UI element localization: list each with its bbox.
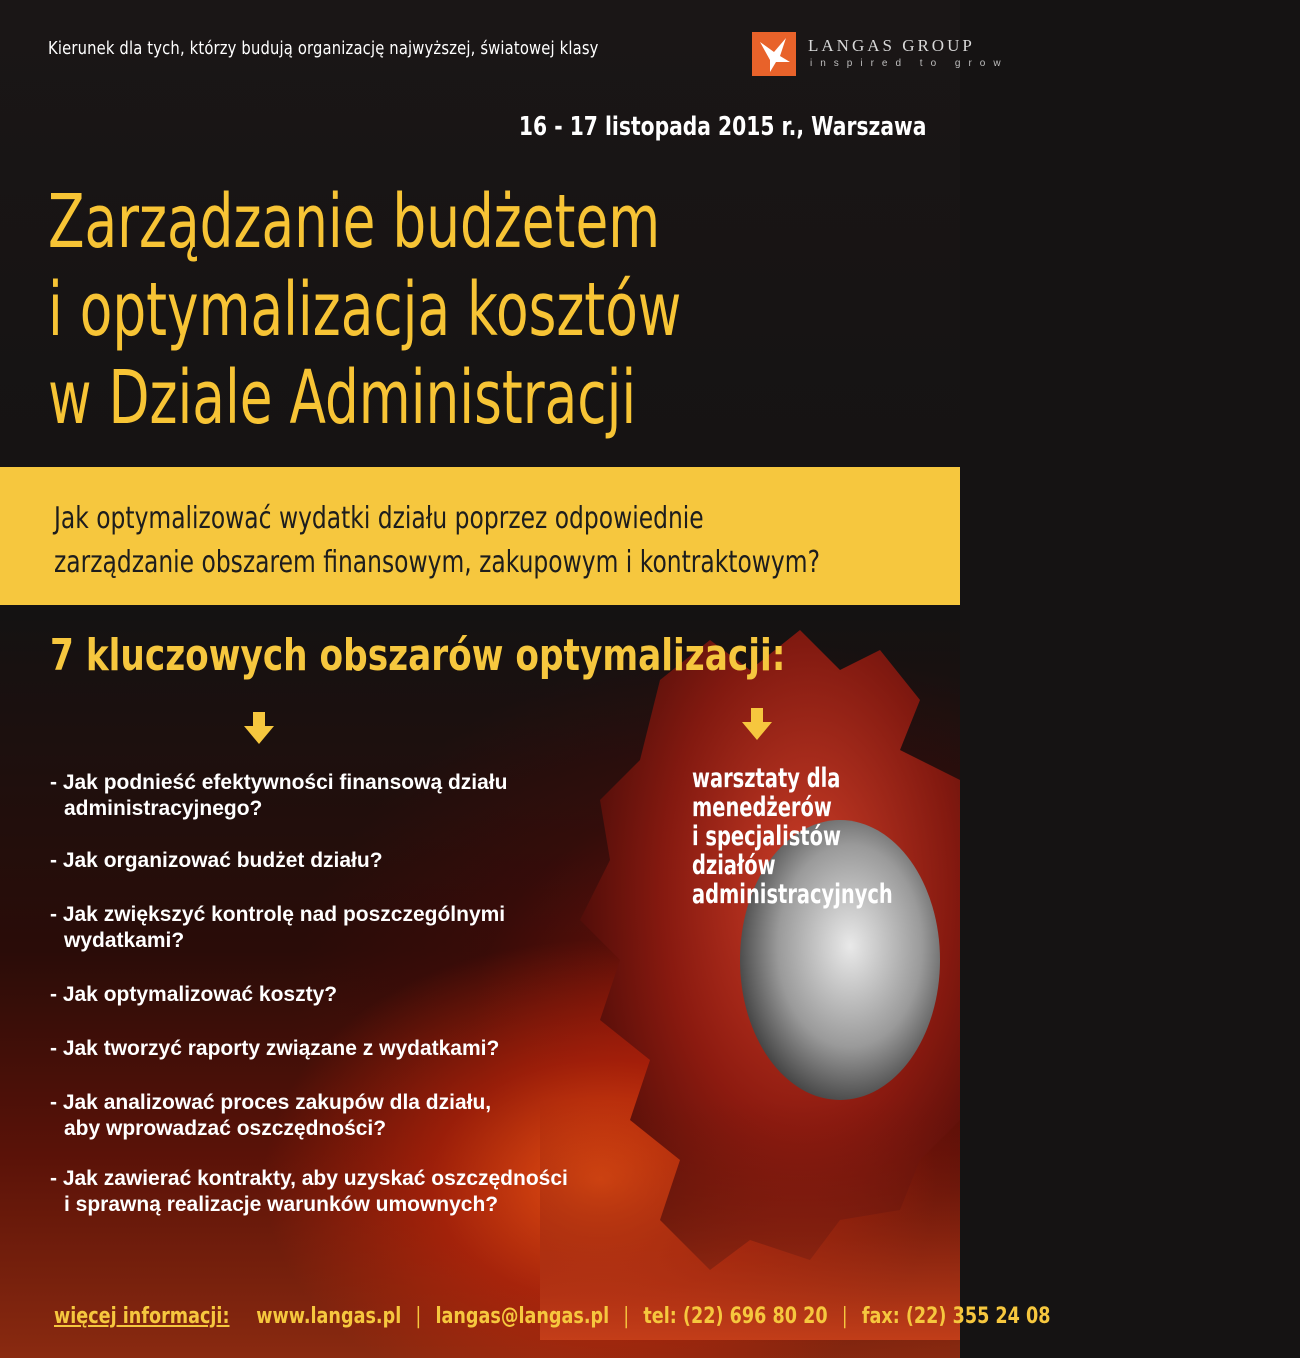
list-item xyxy=(50,1036,499,1062)
question-text: i sprawną realizacje warunków umownych? xyxy=(64,1193,499,1216)
logo-name: LANGAS GROUP xyxy=(808,36,975,55)
workshops-line: administracyjnych xyxy=(692,879,893,910)
subtitle-line: Jak optymalizować wydatki działu poprzez odpowiednie xyxy=(54,501,704,536)
question-text: aby wprowadzać oszczędności? xyxy=(64,1117,387,1140)
question-text: wydatkami? xyxy=(64,929,185,952)
title-line: w Dziale Administracji xyxy=(48,355,637,441)
list-item xyxy=(50,848,383,874)
arrow-down-icon xyxy=(244,712,274,744)
footer-separator: | xyxy=(415,1304,422,1329)
question-text: - Jak zawierać kontrakty, aby uzyskać oszczędności xyxy=(50,1167,568,1190)
tagline: Kierunek dla tych, którzy budują organizację najwyższej, światowej klasy xyxy=(48,38,599,59)
page-title xyxy=(48,178,696,442)
question-text: - Jak organizować budżet działu? xyxy=(50,849,383,872)
workshops-line: menedżerów xyxy=(692,792,832,823)
list-item xyxy=(50,982,337,1008)
workshops-line: i specjalistów xyxy=(692,821,841,852)
phone-text: tel: (22) 696 80 20 xyxy=(643,1304,828,1329)
event-date: 16 - 17 listopada 2015 r., Warszawa xyxy=(518,112,926,142)
list-item xyxy=(50,770,507,822)
workshops-line: działów xyxy=(692,850,776,881)
footer-separator: | xyxy=(623,1304,630,1329)
areas-heading: 7 kluczowych obszarów optymalizacji: xyxy=(50,630,786,681)
title-line: Zarządzanie budżetem xyxy=(48,179,661,265)
fax-text: fax: (22) 355 24 08 xyxy=(861,1304,1051,1329)
list-item xyxy=(50,902,505,954)
list-item xyxy=(50,1166,568,1218)
langas-logo[interactable] xyxy=(752,32,1009,76)
workshops-note xyxy=(692,764,893,909)
question-text: - Jak zwiększyć kontrolę nad poszczególnymi xyxy=(50,903,506,926)
subtitle-line: zarządzanie obszarem finansowym, zakupowym i kontraktowym? xyxy=(54,545,820,580)
footer-contact xyxy=(54,1304,1051,1334)
list-item xyxy=(50,1090,491,1142)
question-text: - Jak podnieść efektywności finansową działu xyxy=(50,771,508,794)
question-text: - Jak tworzyć raporty związane z wydatkami? xyxy=(50,1037,500,1060)
question-text: - Jak optymalizować koszty? xyxy=(50,983,338,1006)
website-link[interactable]: www.langas.pl xyxy=(256,1304,402,1329)
workshops-line: warsztaty dla xyxy=(692,763,841,794)
more-info-link[interactable]: więcej informacji: xyxy=(54,1304,230,1329)
question-text: administracyjnego? xyxy=(64,797,263,820)
bird-icon xyxy=(752,32,796,76)
footer-separator: | xyxy=(841,1304,848,1329)
subtitle xyxy=(54,497,820,585)
logo-subtitle: inspired to grow xyxy=(810,58,1009,69)
question-text: - Jak analizować proces zakupów dla działu, xyxy=(50,1091,492,1114)
arrow-down-icon xyxy=(742,708,772,740)
title-line: i optymalizacja kosztów xyxy=(48,267,682,353)
email-link[interactable]: langas@langas.pl xyxy=(435,1304,610,1329)
